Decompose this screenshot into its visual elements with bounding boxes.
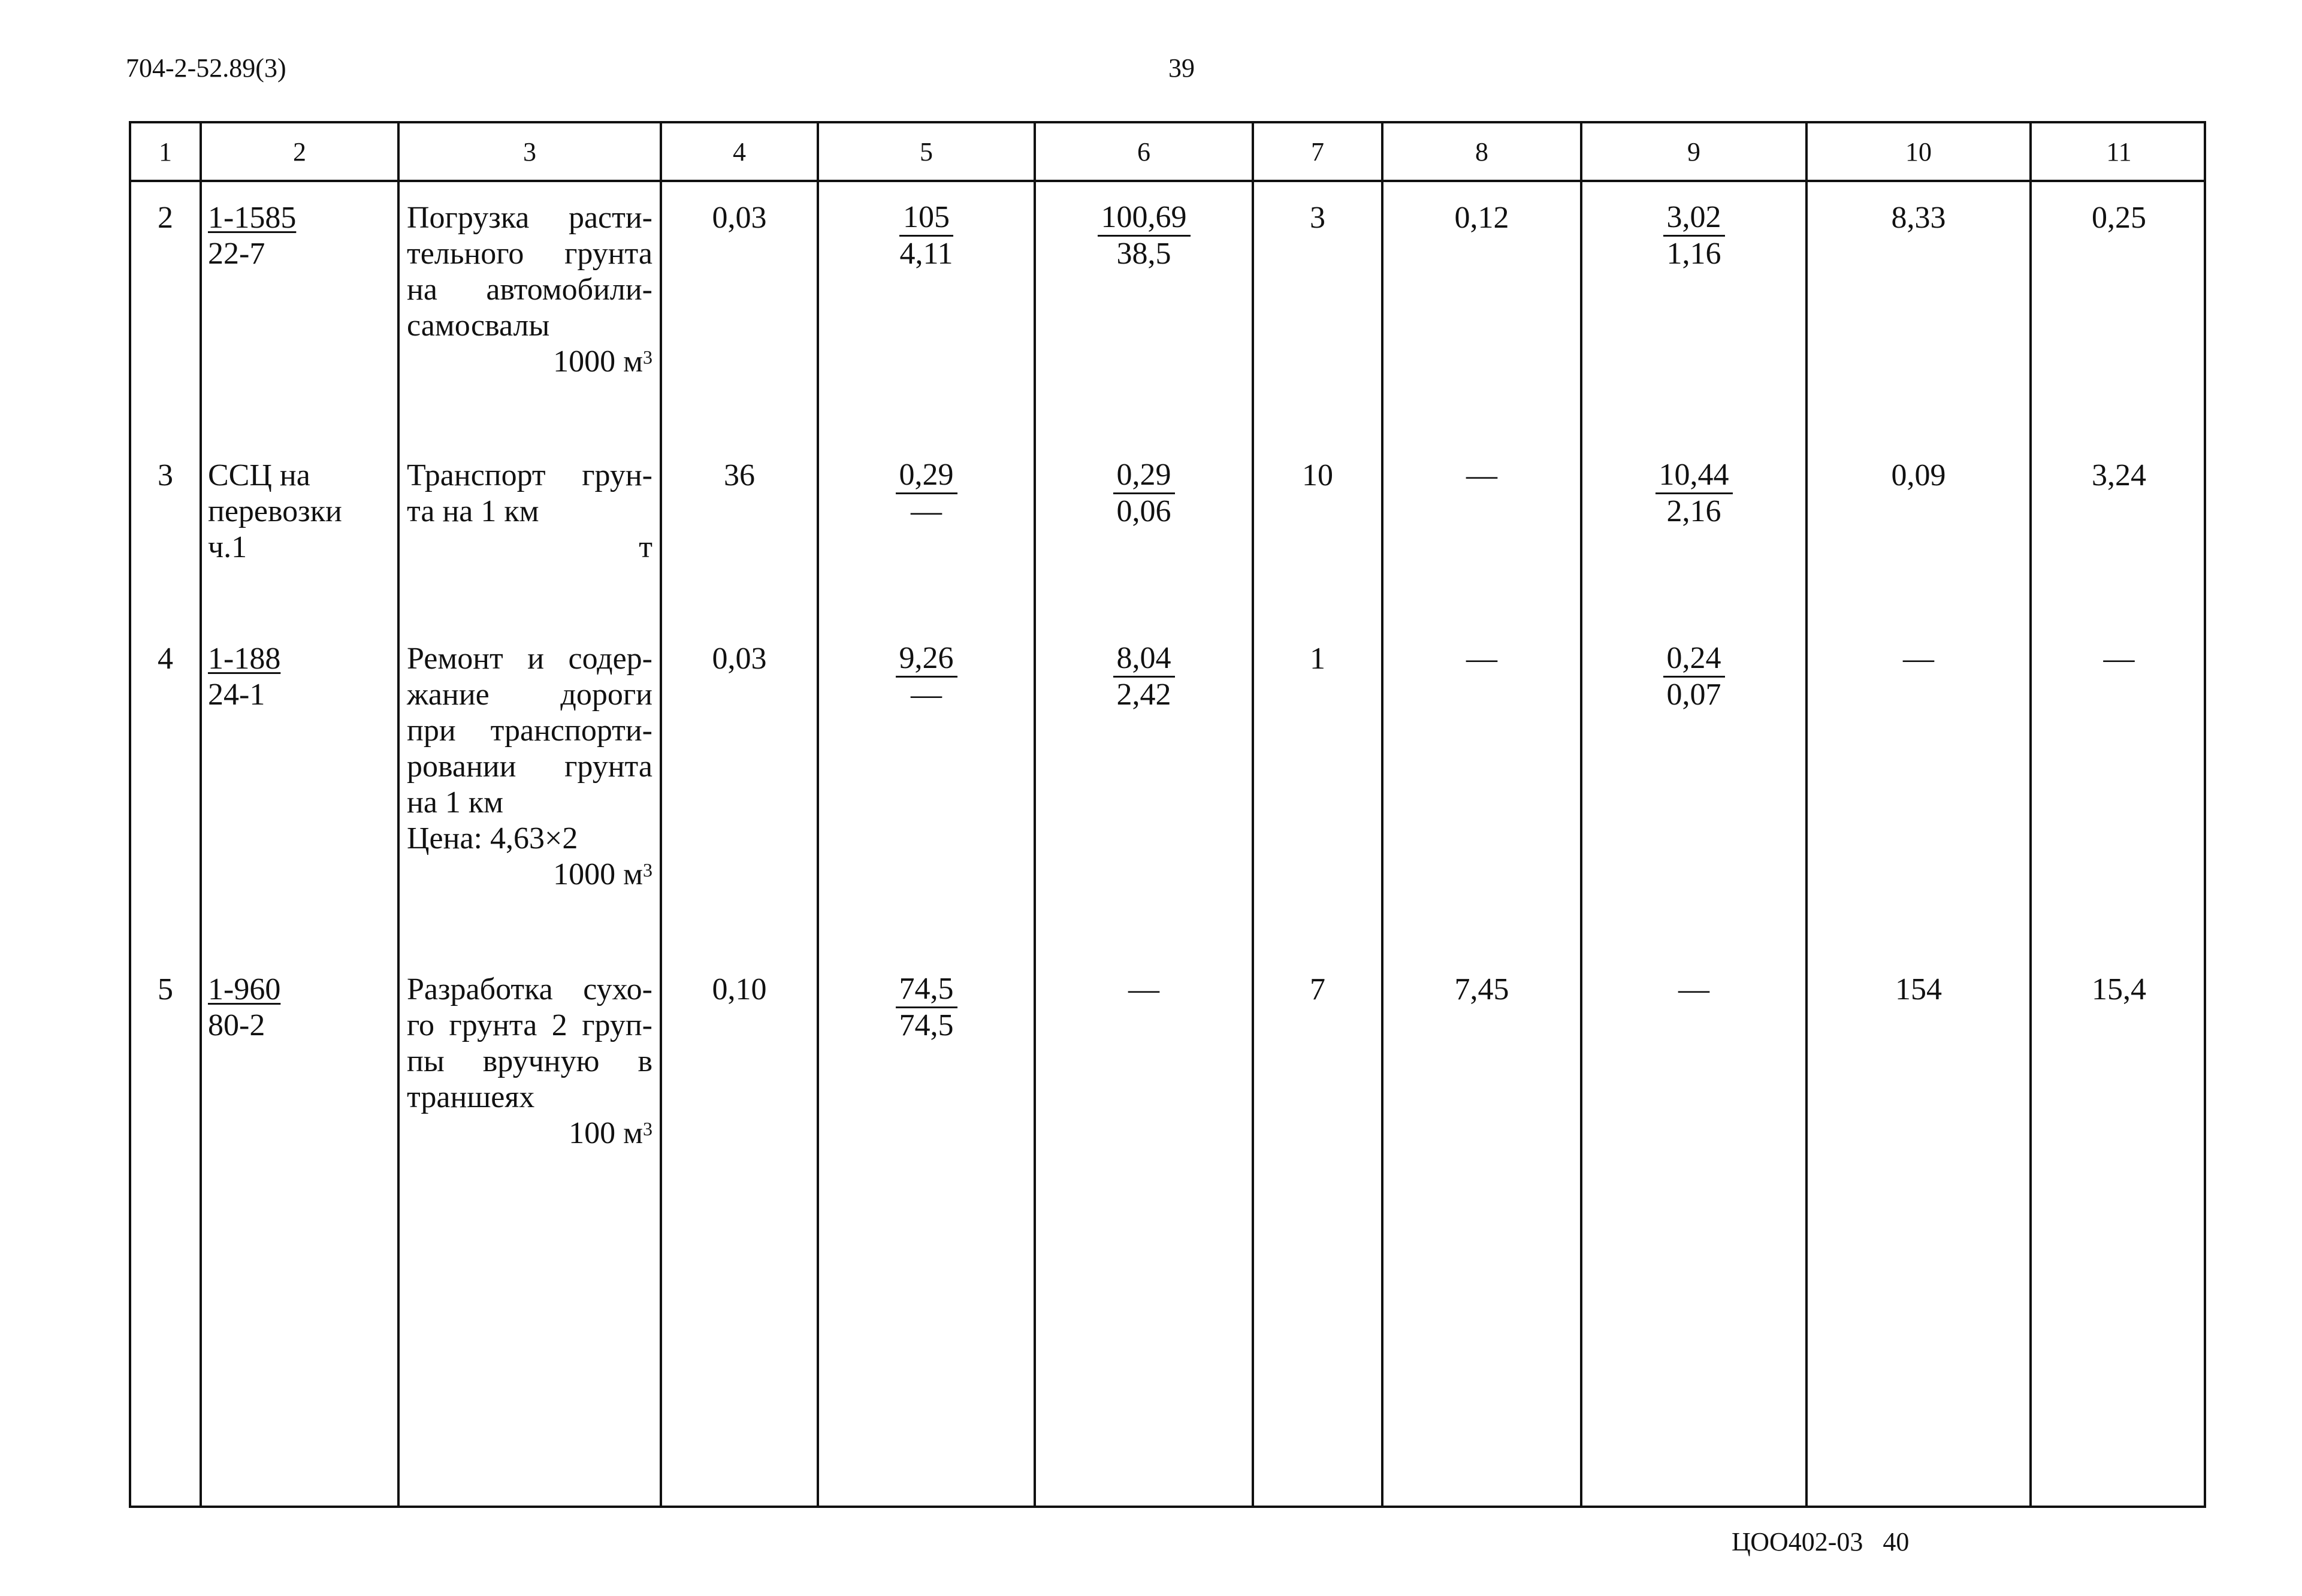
column-divider [1580,123,1582,1506]
description-line: при транспорти- [407,714,652,748]
description-line: ровании грунта [407,749,652,784]
column-divider [1805,123,1808,1506]
cost-value [1036,641,1252,713]
column-divider [817,123,819,1506]
fraction-bottom: 2,16 [1666,494,1721,528]
col11-value: 0,25 [2092,201,2146,235]
col-header-4: 4 [733,137,746,167]
col-header-1: 1 [159,137,172,167]
col8-value: 7,45 [1454,972,1509,1006]
col8-value: 0,12 [1454,201,1509,235]
column-divider [1034,123,1036,1506]
description-line: на 1 км [407,785,504,820]
norm-code-top: 1-188 [208,642,281,676]
fraction-bottom: 4,11 [899,237,953,271]
table-header-row [131,123,2204,182]
norm-code [208,641,394,713]
fraction-bottom: 1,16 [1666,237,1721,271]
norm-code-bottom: 22-7 [208,237,265,271]
fraction-bottom: — [911,494,942,528]
cost-value: — [1128,972,1159,1006]
column-divider [1252,123,1254,1506]
quantity: 0,10 [712,972,767,1006]
description-line: Погрузка расти- [407,201,652,235]
row-number: 5 [158,972,173,1006]
work-description [407,200,652,380]
fraction-top: 8,04 [1113,641,1175,678]
fraction-top: 9,26 [896,641,957,678]
col-header-8: 8 [1475,137,1488,167]
norm-code [208,458,394,566]
column-divider [660,123,662,1506]
description-line: самосвалы [407,309,550,343]
col7-value: 7 [1310,972,1325,1006]
fraction-top: 0,29 [896,458,957,494]
cost-value [1036,458,1252,530]
col7-value: 1 [1310,642,1325,676]
unit-cost [819,972,1034,1044]
description-line: жание дороги [407,678,652,712]
col-header-11: 11 [2106,137,2132,167]
fraction-top: 105 [899,200,953,237]
column-divider [200,123,202,1506]
fraction-top: 10,44 [1655,458,1733,494]
work-description [407,972,652,1151]
description-line: тельного грунта [407,237,652,271]
row-number: 4 [158,642,173,676]
measure-unit: т [639,530,652,564]
cost-value [1036,200,1252,272]
column-divider [1381,123,1383,1506]
col10-value: — [1903,642,1934,676]
fraction-bottom: 0,07 [1666,678,1721,712]
col8-value: — [1466,458,1497,492]
description-line: Ремонт и содер- [407,642,652,676]
quantity: 0,03 [712,642,767,676]
col11-value: — [2103,642,2135,676]
row-number: 3 [158,458,173,492]
col8-value: — [1466,642,1497,676]
fraction-bottom: 38,5 [1116,237,1171,271]
description-line: го грунта 2 груп- [407,1008,652,1042]
fraction-top: 0,29 [1113,458,1175,494]
work-description [407,458,652,566]
col7-value: 3 [1310,201,1325,235]
unit-cost [819,641,1034,713]
work-description [407,641,652,893]
norm-code [208,972,394,1044]
col-header-2: 2 [293,137,306,167]
doc-code: 704-2-52.89(3) [126,53,286,83]
description-line: Транспорт грун- [407,458,652,492]
unit-cost [819,458,1034,530]
quantity: 0,03 [712,201,767,235]
description-line: Разработка сухо- [407,972,652,1006]
col11-value: 15,4 [2092,972,2146,1006]
fraction-bottom: 74,5 [899,1008,954,1042]
col-header-6: 6 [1137,137,1150,167]
col-header-3: 3 [523,137,536,167]
fraction-bottom: 2,42 [1116,678,1171,712]
col9-value [1582,641,1805,713]
footer-sheet-code [1732,1527,1909,1557]
estimate-table [129,121,2206,1508]
col-header-5: 5 [920,137,933,167]
col10-value: 0,09 [1891,458,1946,492]
col9-value [1582,458,1805,530]
fraction-bottom: 0,06 [1116,494,1171,528]
norm-code-top: ССЦ на [208,458,310,492]
col10-value: 8,33 [1891,201,1946,235]
column-divider [397,123,400,1506]
norm-code [208,200,394,272]
measure-unit: 100 $м^3$ [569,1116,652,1150]
fraction-top: 74,5 [896,972,957,1008]
norm-code-extra: ч.1 [208,530,247,564]
description-line: траншеях [407,1080,535,1114]
description-line: та на 1 км [407,494,539,528]
column-divider [2029,123,2032,1506]
col-header-9: 9 [1687,137,1700,167]
col-header-7: 7 [1311,137,1324,167]
row-number: 2 [158,201,173,235]
fraction-top: 100,69 [1098,200,1191,237]
sheet-code: ЦОО402-03 [1732,1527,1863,1556]
fraction-top: 0,24 [1663,641,1725,678]
col9-value: — [1678,972,1709,1006]
description-line: на автомобили- [407,273,652,307]
description-line: Цена: 4,63×2 [407,821,578,856]
norm-code-bottom: перевозки [208,494,342,528]
quantity: 36 [724,458,755,492]
sheet-number: 40 [1883,1527,1910,1556]
norm-code-bottom: 80-2 [208,1008,265,1042]
col9-value [1582,200,1805,272]
fraction-bottom: — [911,678,942,712]
measure-unit: 1000 $м^3$ [553,857,652,891]
col-header-10: 10 [1905,137,1932,167]
col10-value: 154 [1895,972,1942,1006]
measure-unit: 1000 $м^3$ [553,344,652,379]
col11-value: 3,24 [2092,458,2146,492]
page-number: 39 [1168,53,1195,83]
col7-value: 10 [1302,458,1333,492]
unit-cost [819,200,1034,272]
fraction-top: 3,02 [1663,200,1725,237]
description-line: пы вручную в [407,1044,652,1078]
norm-code-top: 1-1585 [208,201,297,235]
norm-code-top: 1-960 [208,972,281,1006]
norm-code-bottom: 24-1 [208,678,265,712]
